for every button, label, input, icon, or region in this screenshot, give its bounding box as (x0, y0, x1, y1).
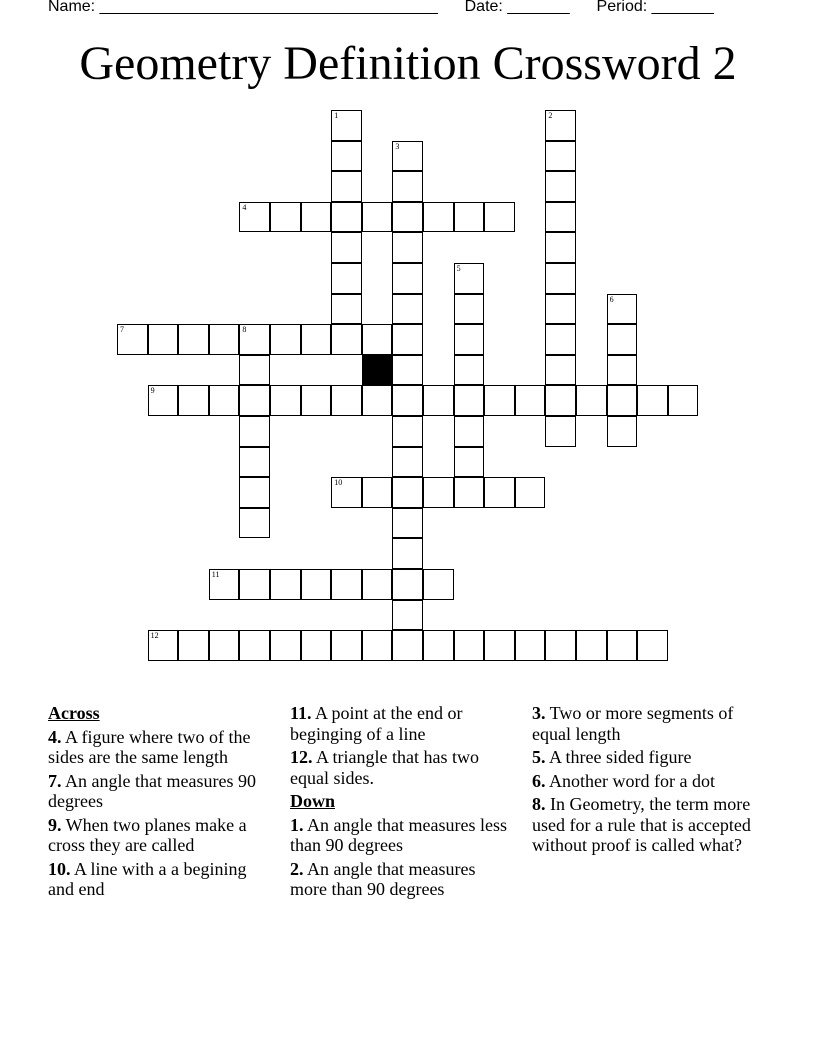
crossword-cell[interactable] (301, 569, 332, 600)
clue-number: 8. (532, 794, 546, 814)
clue-text: A line with a a begining and end (48, 858, 247, 899)
crossword-cell[interactable] (607, 385, 638, 416)
crossword-cell[interactable] (392, 538, 423, 569)
crossword-cell[interactable] (392, 232, 423, 263)
crossword-cell[interactable] (239, 355, 270, 386)
crossword-cell[interactable] (392, 600, 423, 631)
crossword-cell[interactable] (607, 416, 638, 447)
crossword-cell[interactable] (331, 232, 362, 263)
cell-number: 3 (395, 141, 400, 151)
crossword-cell[interactable] (545, 416, 576, 447)
crossword-cell[interactable] (545, 141, 576, 172)
crossword-cell[interactable] (178, 385, 209, 416)
crossword-cell[interactable] (392, 630, 423, 661)
cell-number: 1 (334, 111, 339, 120)
crossword-cell[interactable] (239, 324, 270, 355)
crossword-cell[interactable] (331, 141, 362, 172)
crossword-cell[interactable] (392, 141, 423, 172)
crossword-cell[interactable] (331, 110, 362, 141)
clue-item (290, 703, 512, 744)
clue-number: 2. (290, 858, 304, 879)
crossword-cell[interactable] (454, 294, 485, 325)
clue-number: 4. (48, 726, 62, 747)
cell-number: 4 (242, 202, 247, 212)
crossword-cell[interactable] (423, 477, 454, 508)
clue-text: A triangle that has two equal sides. (290, 747, 479, 788)
crossword-cell[interactable] (637, 630, 668, 661)
clue-number: 5. (532, 747, 546, 767)
crossword-cell[interactable] (637, 385, 668, 416)
crossword-cell[interactable] (392, 355, 423, 386)
crossword-cell[interactable] (270, 385, 301, 416)
crossword-cell[interactable] (392, 477, 423, 508)
crossword-cell[interactable] (392, 569, 423, 600)
crossword-cell[interactable] (331, 202, 362, 233)
cell-number: 7 (120, 325, 124, 335)
crossword-cell[interactable] (301, 324, 332, 355)
crossword-cell[interactable] (607, 324, 638, 355)
clue-text: When two planes make a cross they are called (48, 814, 247, 855)
crossword-cell[interactable] (454, 477, 485, 508)
crossword-cell[interactable] (392, 447, 423, 478)
crossword-cell[interactable] (484, 202, 515, 233)
crossword-cell[interactable] (484, 385, 515, 416)
clue-item (532, 794, 754, 856)
crossword-cell[interactable] (454, 263, 485, 294)
crossword-cell[interactable] (607, 294, 638, 325)
clue-item (48, 859, 270, 900)
crossword-cell[interactable] (270, 324, 301, 355)
clue-text: An angle that measures less than 90 degrees (290, 814, 507, 855)
crossword-cell[interactable] (423, 385, 454, 416)
crossword-cell[interactable] (239, 569, 270, 600)
clue-item (532, 771, 754, 792)
crossword-cell[interactable] (515, 630, 546, 661)
crossword-cell[interactable] (239, 202, 270, 233)
crossword-cell[interactable] (270, 569, 301, 600)
cell-number: 9 (150, 386, 155, 396)
crossword-cell[interactable] (362, 477, 393, 508)
crossword-cell[interactable] (178, 630, 209, 661)
page-title: Geometry Definition Crossword 2 (79, 37, 737, 90)
crossword-cell[interactable] (545, 630, 576, 661)
crossword-cell[interactable] (239, 508, 270, 539)
crossword-cell[interactable] (515, 477, 546, 508)
crossword-cell[interactable] (362, 202, 393, 233)
crossword-cell[interactable] (148, 385, 179, 416)
crossword-cell[interactable] (239, 630, 270, 661)
clue-text: Two or more segments of equal length (532, 703, 734, 744)
crossword-cell[interactable] (331, 294, 362, 325)
crossword-cell[interactable] (209, 385, 240, 416)
crossword-cell[interactable] (178, 324, 209, 355)
across-heading: Across (48, 703, 100, 723)
clue-item (290, 747, 512, 788)
clue-number: 3. (532, 703, 546, 723)
crossword-cell[interactable] (545, 171, 576, 202)
crossword-cell[interactable] (454, 385, 485, 416)
crossword-cell[interactable] (545, 110, 576, 141)
crossword-black-cell (362, 355, 393, 386)
name-field-label[interactable]: Name: ______________________________________ (48, 0, 438, 15)
crossword-cell[interactable] (454, 447, 485, 478)
crossword-cell[interactable] (331, 171, 362, 202)
crossword-cell[interactable] (270, 202, 301, 233)
crossword-cell[interactable] (362, 385, 393, 416)
crossword-cell[interactable] (239, 385, 270, 416)
cell-number: 12 (150, 631, 159, 641)
clue-item (48, 727, 270, 768)
clues-column-2 (290, 703, 512, 903)
crossword-cell[interactable] (454, 355, 485, 386)
crossword-cell[interactable] (545, 263, 576, 294)
date-field-label[interactable]: Date: _______ (464, 0, 570, 15)
crossword-cell[interactable] (454, 324, 485, 355)
cell-number: 8 (242, 325, 247, 335)
clue-text: An angle that measures 90 degrees (48, 770, 256, 811)
crossword-cell[interactable] (392, 385, 423, 416)
crossword-cell[interactable] (454, 202, 485, 233)
down-heading: Down (290, 791, 336, 811)
clue-item (532, 747, 754, 768)
cell-number: 5 (456, 264, 461, 273)
cell-number: 11 (211, 570, 220, 579)
crossword-cell[interactable] (148, 324, 179, 355)
crossword-cell[interactable] (515, 385, 546, 416)
crossword-cell[interactable] (392, 508, 423, 539)
crossword-cell[interactable] (209, 569, 240, 600)
crossword-cell[interactable] (484, 477, 515, 508)
clue-text: A three sided figure (545, 747, 692, 767)
crossword-cell[interactable] (607, 630, 638, 661)
crossword-cell[interactable] (576, 385, 607, 416)
crossword-cell[interactable] (331, 630, 362, 661)
clue-text: In Geometry, the term more used for a rule that is accepted without proof is called what? (532, 794, 751, 855)
crossword-cell[interactable] (545, 202, 576, 233)
crossword-cell[interactable] (301, 385, 332, 416)
crossword-cell[interactable] (545, 232, 576, 263)
cell-number: 6 (609, 294, 614, 304)
crossword-cell[interactable] (209, 324, 240, 355)
crossword-cell[interactable] (331, 263, 362, 294)
clue-item (48, 815, 270, 856)
clue-number: 10. (48, 858, 71, 879)
clue-item (290, 859, 512, 900)
clue-text: A point at the end or beginging of a line (290, 703, 463, 744)
crossword-cell[interactable] (392, 416, 423, 447)
crossword-cell[interactable] (423, 202, 454, 233)
cell-number: 2 (548, 111, 553, 120)
crossword-cell[interactable] (545, 385, 576, 416)
crossword-cell[interactable] (301, 630, 332, 661)
crossword-cell[interactable] (668, 385, 699, 416)
cell-number: 10 (334, 478, 343, 488)
crossword-cell[interactable] (301, 202, 332, 233)
clue-text: Another word for a dot (545, 770, 715, 791)
clues-column-3 (532, 703, 754, 859)
crossword-cell[interactable] (607, 355, 638, 386)
crossword-cell[interactable] (239, 447, 270, 478)
crossword-cell[interactable] (423, 630, 454, 661)
crossword-cell[interactable] (454, 630, 485, 661)
clue-number: 12. (290, 747, 313, 767)
crossword-cell[interactable] (148, 630, 179, 661)
crossword-cell[interactable] (423, 569, 454, 600)
crossword-cell[interactable] (545, 294, 576, 325)
clue-number: 7. (48, 770, 62, 791)
crossword-cell[interactable] (484, 630, 515, 661)
crossword-cell[interactable] (362, 630, 393, 661)
crossword-cell[interactable] (270, 630, 301, 661)
crossword-cell[interactable] (392, 171, 423, 202)
crossword-cell[interactable] (454, 416, 485, 447)
crossword-cell[interactable] (545, 324, 576, 355)
clues-column-1 (48, 703, 270, 903)
crossword-cell[interactable] (392, 294, 423, 325)
crossword-cell[interactable] (392, 202, 423, 233)
clue-text: An angle that measures more than 90 degrees (290, 858, 476, 899)
clue-number: 9. (48, 814, 62, 835)
crossword-cell[interactable] (362, 324, 393, 355)
crossword-cell[interactable] (362, 569, 393, 600)
crossword-cell[interactable] (239, 416, 270, 447)
clue-item (290, 815, 512, 856)
crossword-cell[interactable] (576, 630, 607, 661)
period-field-label[interactable]: Period: _______ (596, 0, 714, 15)
crossword-cell[interactable] (331, 385, 362, 416)
crossword-cell[interactable] (392, 324, 423, 355)
clue-number: 11. (290, 703, 312, 723)
clue-text: A figure where two of the sides are the same length (48, 726, 251, 767)
crossword-cell[interactable] (331, 477, 362, 508)
clue-item (48, 771, 270, 812)
crossword-cell[interactable] (392, 263, 423, 294)
clue-item (532, 703, 754, 744)
crossword-cell[interactable] (331, 569, 362, 600)
crossword-cell[interactable] (209, 630, 240, 661)
clue-number: 6. (532, 770, 546, 791)
clue-number: 1. (290, 814, 304, 835)
crossword-cell[interactable] (331, 324, 362, 355)
crossword-cell[interactable] (239, 477, 270, 508)
crossword-cell[interactable] (545, 355, 576, 386)
crossword-cell[interactable] (117, 324, 148, 355)
